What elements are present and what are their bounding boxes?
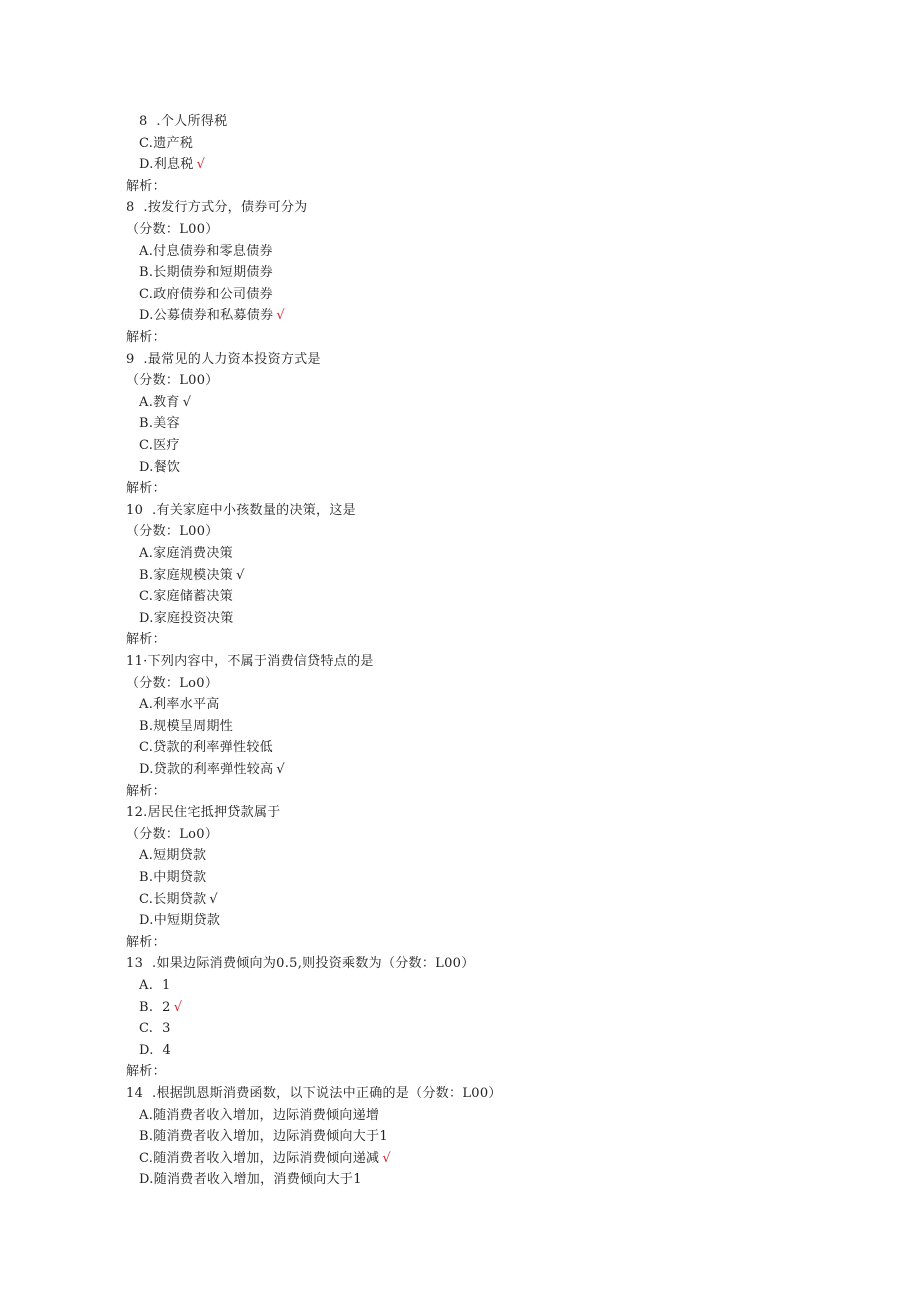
line-text: C.家庭储蓄决策 (139, 589, 234, 605)
text-line (126, 932, 166, 954)
option-line (139, 867, 207, 889)
option-line (139, 759, 285, 781)
option-line (139, 435, 180, 457)
option-line (139, 1018, 171, 1040)
line-text: D.餐饮 (139, 459, 181, 475)
text-line (126, 349, 321, 371)
line-text: 解析： (126, 1064, 166, 1080)
line-text: （分数：Lo0） (126, 675, 219, 691)
correct-check-icon: √ (276, 308, 285, 324)
line-text: D.公募债券和私募债券 (139, 308, 274, 324)
line-text: C.贷款的利率弹性较低 (139, 740, 273, 756)
line-text: 12.居民住宅抵押贷款属于 (126, 805, 281, 821)
line-text: B.中期贷款 (139, 870, 207, 885)
option-line (139, 845, 206, 867)
line-text: B.家庭规模决策 (139, 567, 234, 583)
line-text: D. 4 (139, 1042, 172, 1058)
line-text: C.医疗 (139, 438, 180, 453)
text-line (126, 802, 281, 824)
option-line (139, 262, 273, 284)
line-text: 10 .有关家庭中小孩数量的决策，这是 (126, 502, 356, 518)
correct-check-icon: √ (173, 999, 183, 1015)
line-text: B.美容 (139, 416, 180, 432)
line-text: 11·下列内容中，不属于消费信贷特点的是 (126, 654, 374, 669)
correct-check-icon: √ (276, 762, 285, 777)
option-line (139, 284, 273, 306)
option-line (139, 565, 245, 587)
option-line (139, 392, 191, 414)
correct-check-icon: √ (382, 1150, 391, 1166)
line-text: 解析： (126, 783, 166, 799)
line-text: 解析： (126, 481, 166, 497)
option-line (139, 586, 233, 608)
correct-check-icon: √ (182, 394, 192, 410)
line-text: （分数：Lo0） (126, 826, 219, 842)
line-text: B. 2 (139, 999, 171, 1015)
line-text: 9 .最常见的人力资本投资方式是 (126, 351, 321, 367)
line-text: A.家庭消费决策 (139, 546, 233, 561)
line-text: （分数：L00） (126, 222, 219, 237)
line-text: D.贷款的利率弹性较高 (139, 762, 274, 777)
option-line (139, 1148, 391, 1170)
correct-check-icon: √ (196, 157, 206, 173)
text-line (126, 1061, 166, 1083)
correct-check-icon: √ (236, 567, 245, 583)
line-text: 13 .如果边际消费倾向为0.5,则投资乘数为（分数：L00） (126, 956, 475, 972)
option-line (139, 737, 273, 759)
line-text: C.政府债券和公司债券 (139, 286, 273, 302)
text-line (126, 651, 374, 673)
text-line (126, 824, 218, 846)
text-line (126, 1083, 502, 1105)
line-text: A.短期贷款 (139, 848, 207, 864)
line-text: 解析： (126, 632, 166, 648)
line-text: C.遗产税 (139, 135, 194, 151)
line-text: C. 3 (139, 1021, 171, 1037)
line-text: A.利率水平高 (139, 697, 220, 713)
text-line (126, 478, 166, 500)
line-text: （分数：L00） (126, 524, 219, 540)
line-text: 解析： (126, 934, 166, 950)
line-text: 解析： (126, 330, 166, 345)
text-line (126, 327, 166, 349)
text-line (126, 673, 218, 695)
option-line (139, 305, 285, 327)
line-text: A.随消费者收入增加，边际消费倾向递增 (139, 1107, 380, 1123)
option-line (139, 413, 180, 435)
line-text: D.利息税 (139, 157, 194, 173)
option-line (139, 975, 171, 997)
text-line (126, 521, 219, 543)
option-line (139, 457, 180, 479)
option-line (139, 1169, 362, 1191)
option-line (139, 543, 233, 565)
line-text: 解析： (126, 178, 166, 194)
option-line (139, 111, 227, 133)
option-line (139, 889, 218, 911)
text-line (126, 176, 166, 198)
text-line (126, 781, 166, 803)
line-text: C.长期贷款 (139, 891, 207, 907)
text-line (126, 629, 166, 651)
option-line (139, 1105, 379, 1127)
line-text: 14 .根据凯恩斯消费函数，以下说法中正确的是（分数：L00） (126, 1086, 502, 1101)
option-line (139, 154, 205, 176)
text-line (126, 370, 219, 392)
correct-check-icon: √ (209, 891, 219, 907)
option-line (139, 241, 273, 263)
line-text: B.随消费者收入增加，边际消费倾向大于1 (139, 1129, 388, 1145)
line-text: D.中短期贷款 (139, 913, 221, 929)
option-line (139, 608, 234, 630)
line-text: C.随消费者收入增加，边际消费倾向递减 (139, 1150, 380, 1166)
option-line (139, 997, 182, 1019)
line-text: D.随消费者收入增加，消费倾向大于1 (139, 1172, 362, 1188)
line-text: A. 1 (139, 978, 171, 993)
line-text: D.家庭投资决策 (139, 610, 234, 626)
text-line (126, 219, 219, 241)
option-line (139, 910, 220, 932)
line-text: B.规模呈周期性 (139, 718, 234, 734)
text-line (126, 953, 475, 975)
option-line (139, 694, 220, 716)
line-text: A.教育 (139, 394, 180, 410)
text-line (126, 197, 307, 219)
option-line (139, 1040, 171, 1062)
line-text: 8 .按发行方式分，债券可分为 (126, 200, 308, 216)
line-text: （分数：L00） (126, 373, 219, 389)
line-text: A.付息债券和零息债券 (139, 243, 273, 259)
text-line (126, 500, 356, 522)
line-text: 8 .个人所得税 (139, 114, 228, 129)
option-line (139, 716, 233, 738)
option-line (139, 133, 193, 155)
line-text: B.长期债券和短期债券 (139, 265, 273, 281)
option-line (139, 1126, 388, 1148)
